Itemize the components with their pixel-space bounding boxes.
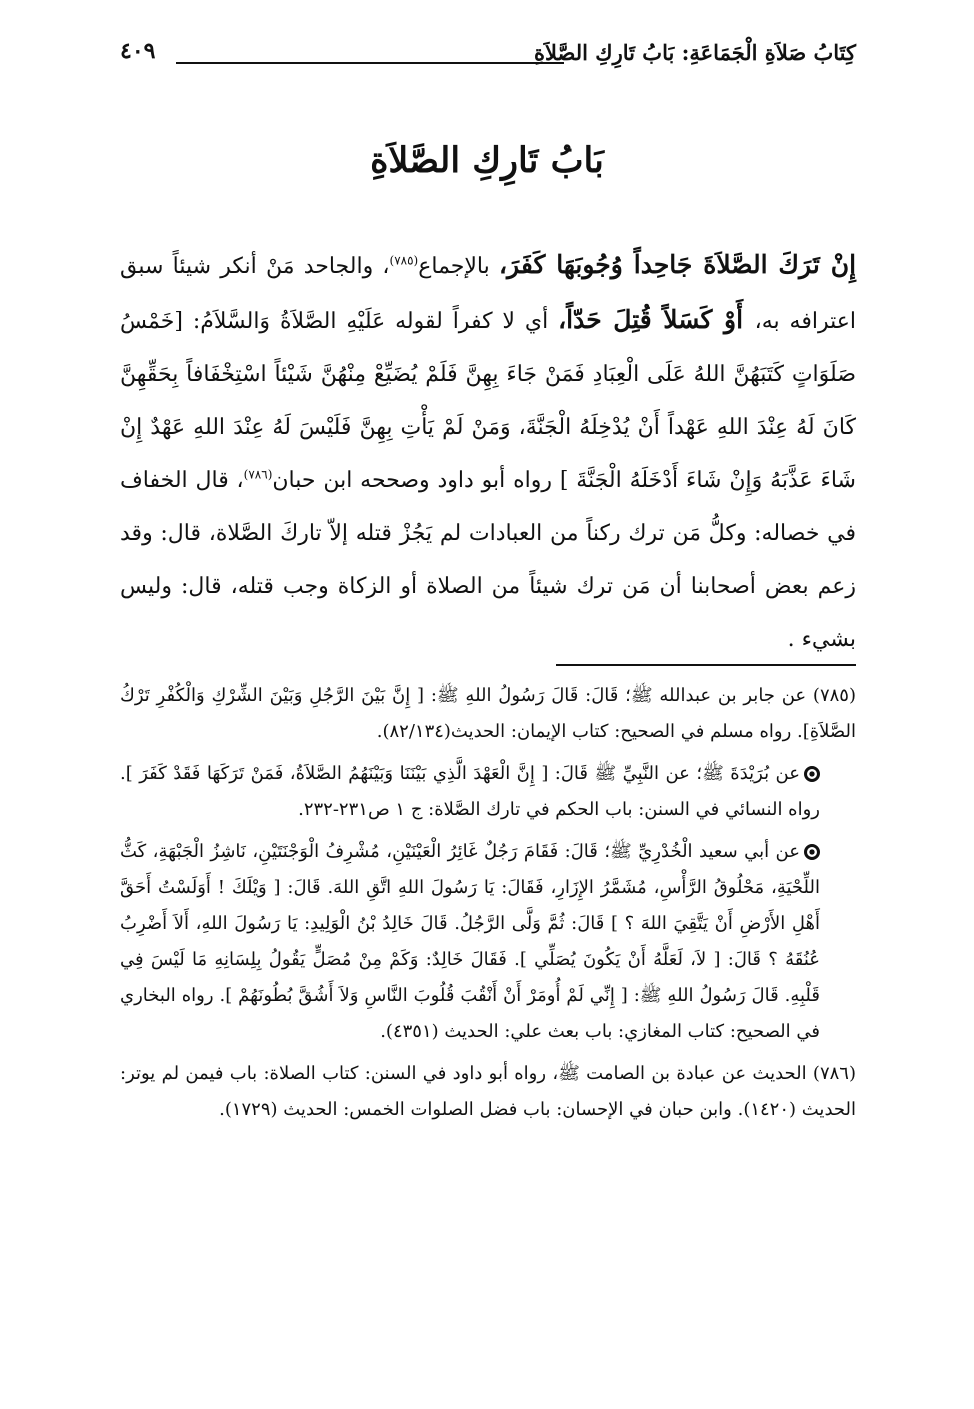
main-text (120, 238, 856, 666)
running-title: كِتَابُ صَلاَةِ الْجَمَاعَةِ: بَابُ تَارِكِ الصَّلاَةِ (534, 40, 856, 65)
page-number: ٤٠٩ (120, 38, 156, 64)
footnote-785-text: (٧٨٥) عن جابر بن عبدالله ﷺ؛ قَالَ: قَالَ رَسُولُ اللهِ ﷺ: [ إِنَّ بَيْنَ الرَّجُلِ وَبَيْنَ الشِّرْكِ وَالْكُفْرِ تَرْكُ الصَّلاَةِ]. رواه مسلم في الصحيح: كتاب الإيمان: الحديث(٨٢/١٣٤). (120, 685, 856, 742)
running-header (120, 36, 856, 72)
footnote-786 (120, 1056, 856, 1128)
footnote-ref-786[interactable]: (٧٨٦) (243, 467, 273, 482)
footnote-ref-785[interactable]: (٧٨٥) (389, 253, 419, 268)
bullet-icon (804, 766, 820, 782)
chapter-title: بَابُ تَارِكِ الصَّلاَةِ (370, 140, 604, 181)
matn-lead: إِنْ تَرَكَ الصَّلاَةَ جَاحِداً وُجُوبَهَا كَفَرَ، (498, 250, 857, 279)
matn-lead-2: أَوْ كَسَلاً قُتِلَ حَدّاً، (558, 305, 755, 334)
header-rule (176, 62, 564, 64)
footnote-785 (120, 678, 856, 750)
footnote-785-sub-2 (120, 834, 820, 1050)
footnote-785-sub-1-text: عن بُرَيْدَةَ ﷺ؛ عن النَّبِيِّ ﷺ قَالَ: [ إِنَّ الْعَهْدَ الَّذِي بَيْنَنَا وَبَيْنَهُمُ الصَّلاَةُ، فَمَنْ تَرَكَهَا فَقَدْ كَفَرَ ]. رواه النسائي في السنن: باب الحكم في تارك الصَّلاة: ج ١ ص٢٣١-٢٣٢. (120, 763, 820, 820)
sharh-text-4: ، قال الخفاف في خصاله: وكلُّ مَن ترك ركناً من العبادات لم يَجُزْ قتله إلاّ تاركَ الصَّلاة، قال: وقد زعم بعض أصحابنا أن مَن ترك شيئاً من الصلاة أو الزكاة وجب قتله، قال: وليس بشيء . (120, 468, 856, 652)
sharh-text-2: ، والجاحد مَنْ أنكر شيئاً سبق اعترافه به، (120, 254, 856, 334)
footnote-rule (556, 664, 856, 666)
footnote-785-sub-1 (120, 756, 820, 828)
sharh-text-3: أي لا كفراً لقوله عَلَيْهِ الصَّلاَةُ وَالسَّلاَمُ: [خَمْسُ صَلَوَاتٍ كَتَبَهُنَّ اللهُ عَلَى الْعِبَادِ فَمَنْ جَاءَ بِهِنَّ فَلَمْ يُضَيِّعْ مِنْهُنَّ شَيْئاً اسْتِخْفَافاً بِحَقِّهِنَّ كَانَ لَهُ عِنْدَ اللهِ عَهْداً أَنْ يُدْخِلَهُ الْجَنَّةَ، وَمَنْ لَمْ يَأْتِ بِهِنَّ فَلَيْسَ لَهُ عِنْدَ اللهِ عَهْدٌ إِنْ شَاءَ عَذَّبَهُ وَإِنْ شَاءَ أَدْخَلَهُ الْجَنَّةَ ] رواه أبو داود وصححه ابن حبان (120, 309, 856, 493)
sharh-text-1: بالإجماع (418, 254, 499, 279)
bullet-icon (804, 844, 820, 860)
footnotes (120, 678, 856, 1134)
footnote-786-text: (٧٨٦) الحديث عن عبادة بن الصامت ﷺ، رواه أبو داود في السنن: كتاب الصلاة: باب فيمن لم يوتر: الحديث (١٤٢٠). وابن حبان في الإحسان: باب فضل الصلوات الخمس: الحديث (١٧٢٩). (120, 1063, 856, 1120)
footnote-785-sub-2-text: عن أبي سعيد الْخُدْرِيِّ ﷺ؛ قَالَ: فَقَامَ رَجُلٌ غَائِرُ الْعَيْنَيْنِ، مُشْرِفُ الْوَجْنَتَيْنِ، نَاشِزُ الْجَبْهَةِ، كَثُّ اللِّحْيَةِ، مَحْلُوقُ الرَّأْسِ، مُشَمَّرُ الإِزَارِ، فَقَالَ: يَا رَسُولَ اللهِ اتَّقِ اللهَ. قَالَ: [ وَيْلَكَ ! أَوَلَسْتُ أَحَقَّ أَهْلِ الأَرْضِ أَنْ يَتَّقِيَ اللهَ ؟ ] قَالَ: ثُمَّ وَلَّى الرَّجُلُ. قَالَ خَالِدُ بْنُ الْوَلِيدِ: يَا رَسُولَ اللهِ، أَلاَ أَضْرِبُ عُنُقَهُ ؟ قَالَ: [ لاَ، لَعَلَّهُ أَنْ يَكُونَ يُصَلِّي ]. فَقَالَ خَالِدٌ: وَكَمْ مِنْ مُصَلٍّ يَقُولُ بِلِسَانِهِ مَا لَيْسَ فِي قَلْبِهِ. قَالَ رَسُولُ اللهِ ﷺ: [ إِنِّي لَمْ أُومَرْ أَنْ أَنْقُبَ قُلُوبَ النَّاسِ وَلاَ أَشُقَّ بُطُونَهُمْ ]. رواه البخاري في الصحيح: كتاب المغازي: باب بعث علي: الحديث (٤٣٥١). (120, 841, 820, 1042)
